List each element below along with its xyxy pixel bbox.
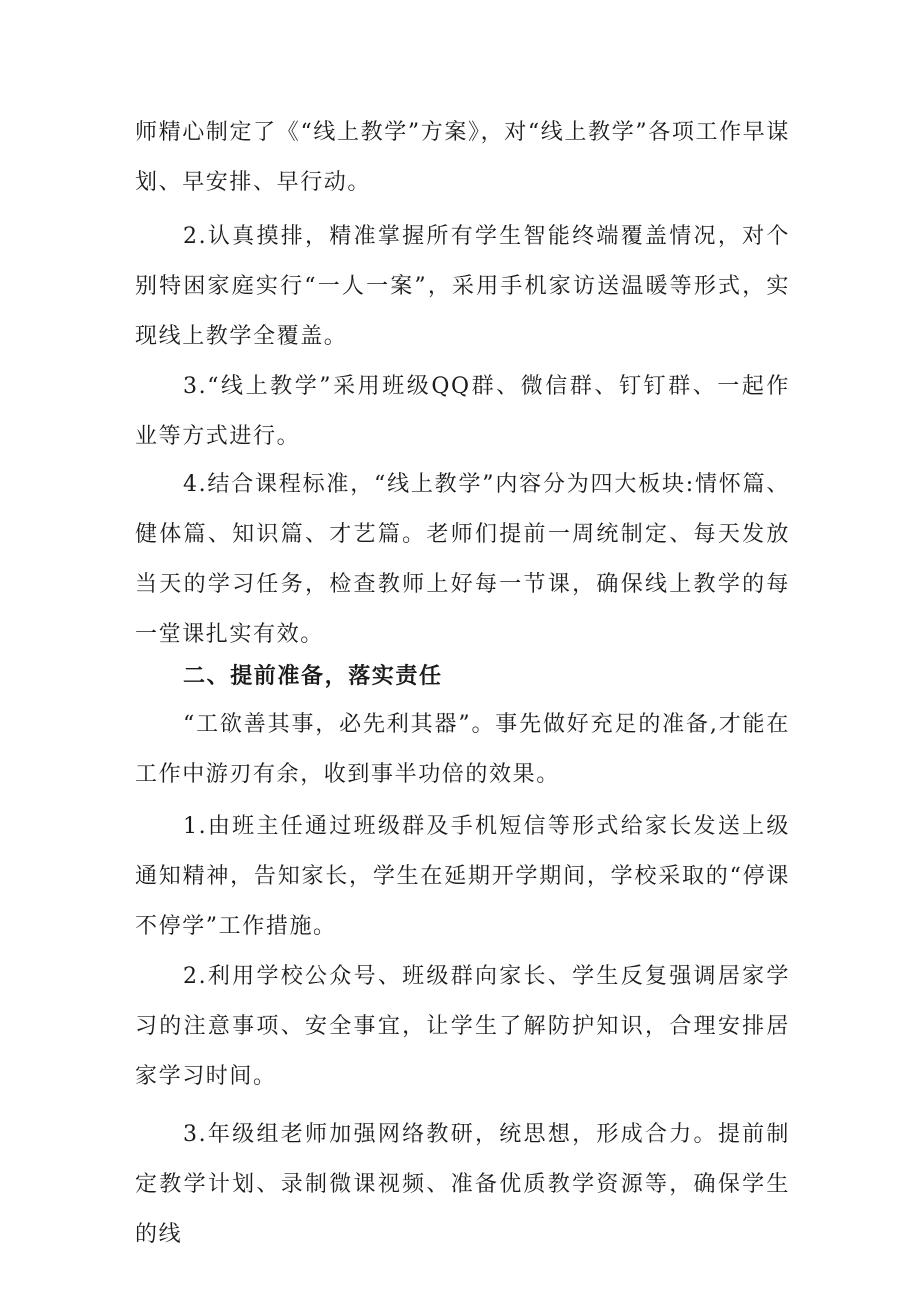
paragraph-prep-item-1: 1.由班主任通过班级群及手机短信等形式给家长发送上级通知精神，告知家长，学生在延期开学期间，学校采取的“停课不停学”工作措施。 [135, 814, 790, 939]
paragraph-item-2-survey: 2.认真摸排，精准掌握所有学生智能终端覆盖情况，对个别特困家庭实行“一人一案”，采用手机家访送温暖等形式，实现线上教学全覆盖。 [135, 224, 790, 349]
paragraph-prep-item-2: 2.利用学校公众号、班级群向家长、学生反复强调居家学习的注意事项、安全事宜，让学生了解防护知识，合理安排居家学习时间。 [135, 964, 790, 1089]
section-heading-prepare: 二、提前准备，落实责任 [183, 664, 443, 689]
paragraph-prep-item-3: 3.年级组老师加强网络教研，统思想，形成合力。提前制定教学计划、录制微课视频、准备优质教学资源等，确保学生的线 [135, 1122, 790, 1247]
paragraph-plan-continuation: 师精心制定了《“线上教学”方案》，对“线上教学”各项工作早谋划、早安排、早行动。 [135, 120, 790, 195]
paragraph-item-4-content: 4.结合课程标准，“线上教学”内容分为四大板块:情怀篇、健体篇、知识篇、才艺篇。老师们提前一周统制定、每天发放当天的学习任务，检查教师上好每一节课，确保线上教学的每一堂课扎实有效。 [135, 472, 790, 647]
paragraph-item-3-channels: 3.“线上教学”采用班级QQ群、微信群、钉钉群、一起作业等方式进行。 [135, 374, 790, 449]
paragraph-preparation-intro: “工欲善其事，必先利其器”。事先做好充足的准备,才能在工作中游刃有余，收到事半功倍的效果。 [135, 712, 790, 787]
